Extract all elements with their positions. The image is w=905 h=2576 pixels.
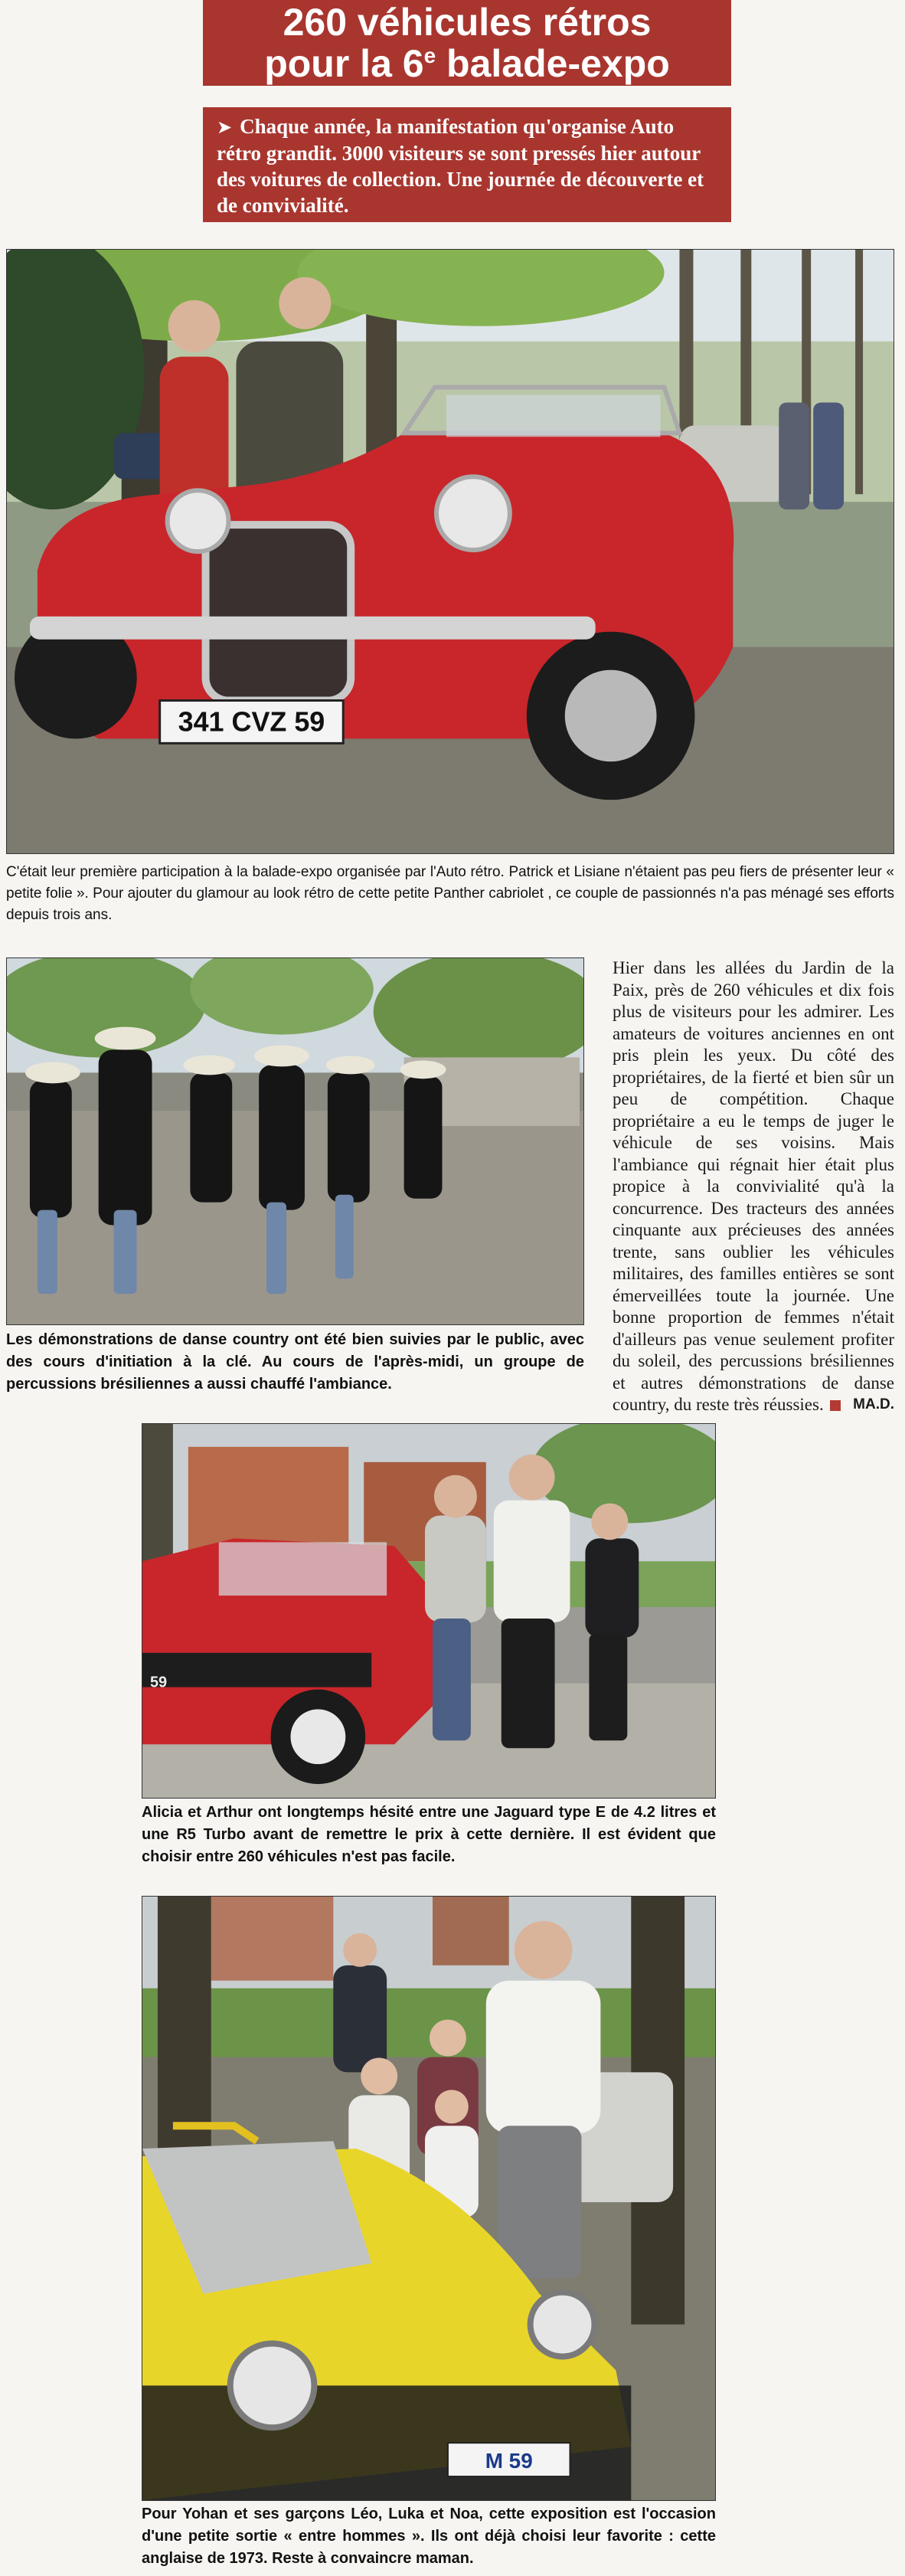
plate-text-english: M 59 <box>485 2449 533 2473</box>
end-mark-icon <box>830 1400 841 1411</box>
headline <box>203 0 731 86</box>
caption-country-dance: Les démonstrations de danse country ont été bien suivies par le public, avec des cours d'initiation à la clé. Au cours de l'après-midi, un groupe de percussions brésiliennes a aussi chauffé l'ambiance. <box>6 1331 584 1393</box>
photo-country-dance <box>6 957 584 1325</box>
article-body <box>613 957 894 1416</box>
chapeau-text: Chaque année, la manifestation qu'organise Auto rétro grandit. 3000 visiteurs se sont pressés hier autour des voitures de collection. Une journée de découverte et de convivialité. <box>217 115 704 217</box>
caption-r5-turbo: Alicia et Arthur ont longtemps hésité entre une Jaguard type E de 4.2 litres et une R5 Turbo avant de remettre le prix à cette dernière. Il est évident que choisir entre 260 véhicules n'est pas facile. <box>142 1804 716 1865</box>
chapeau <box>203 107 731 222</box>
photo-english-car <box>142 1896 716 2501</box>
arrow-icon: ➤ <box>217 116 233 138</box>
photo-panther <box>6 249 894 854</box>
photo-r5-turbo <box>142 1423 716 1799</box>
headline-line1: 260 véhicules rétros <box>283 1 652 44</box>
byline: MA.D. <box>853 1396 894 1412</box>
plate-text: 341 CVZ 59 <box>178 705 325 738</box>
article-text: Hier dans les allées du Jardin de la Paix, près de 260 véhicules et dix fois plus de visiteurs pour les admirer. Les amateurs de voitures anciennes en ont pris plein les yeux. Du côté des propriétaires, de la fierté et bien sûr un peu de compétition. Chaque propriétaire a eu le temps de juger le véhicule de ses voisins. Mais l'ambiance qui régnait hier était plus propice à la convivialité qu'à la concurrence. Des tracteurs des années cinquante aux précieuses des années trente, sans oublier les véhicules militaires, des familles entières se sont émerveillées toute la journée. Une bonne proportion de femmes n'était d'ailleurs pas venue seulement profiter du soleil, des percussions brésiliennes et autres démonstrations de danse country, du reste très réussies. <box>613 958 894 1414</box>
caption-panther: C'était leur première participation à la balade-expo organisée par l'Auto rétro. Patrick et Lisiane n'étaient pas peu fiers de présenter leur « petite folie ». Pour ajouter du glamour au look rétro de cette petite Panther cabriolet , ce couple de passionnés n'a pas ménagé ses efforts depuis trois ans. <box>6 864 894 923</box>
headline-line2: pour la 6e balade-expo <box>264 42 670 85</box>
caption-english-car: Pour Yohan et ses garçons Léo, Luka et Noa, cette exposition est l'occasion d'une petite sortie « entre hommes ». Ils ont déjà choisi leur favorite : cette anglaise de 1973. Reste à convaincre maman. <box>142 2506 716 2567</box>
plate-text-r5: 59 <box>149 1674 168 1691</box>
